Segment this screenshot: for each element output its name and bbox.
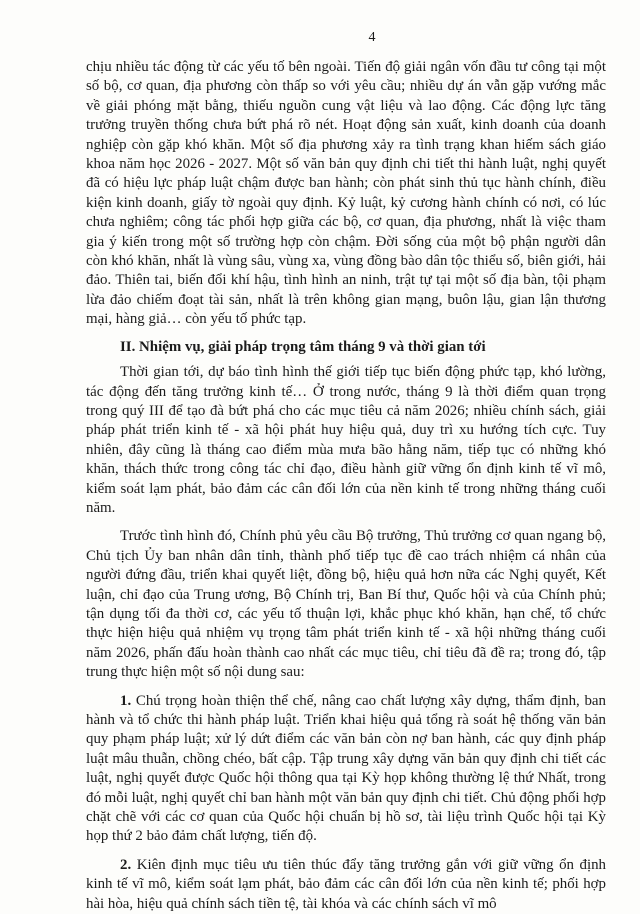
- item-number: 1.: [120, 692, 132, 709]
- item-text: Chú trọng hoàn thiện thể chế, nâng cao chất lượng xây dựng, thẩm định, ban hành và tổ chức thi hành pháp luật. Triển khai hiệu quả tổng rà soát hệ thống văn bản quy phạm pháp luật; xử lý dứt điểm các văn bản còn nợ ban hành, các quy định pháp luật mâu thuẫn, chồng chéo, bất cập. Tập trung xây dựng văn bản quy định chi tiết các luật, nghị quyết được Quốc hội thông qua tại Kỳ họp không thường lệ thứ Nhất, trong đó mỗi luật, nghị quyết chỉ ban hành một văn bản quy định chi tiết. Chủ động phối hợp chặt chẽ với các cơ quan của Quốc hội chuẩn bị hồ sơ, tài liệu trình Quốc hội tại Kỳ họp thứ 2 bảo đảm chất lượng, tiến độ.: [86, 692, 606, 845]
- item-text: Kiên định mục tiêu ưu tiên thúc đẩy tăng trưởng gắn với giữ vững ổn định kinh tế vĩ mô, kiểm soát lạm phát, bảo đảm các cân đối lớn của nền kinh tế; phối hợp hài hòa, hiệu quả chính sách tiền tệ, tài khóa và các chính sách vĩ mô: [86, 856, 606, 912]
- numbered-item: [86, 692, 606, 847]
- item-number: 2.: [120, 856, 132, 873]
- numbered-item: [86, 856, 606, 914]
- section-heading: II. Nhiệm vụ, giải pháp trọng tâm tháng 9 và thời gian tới: [120, 338, 486, 355]
- body-paragraph: Trước tình hình đó, Chính phủ yêu cầu Bộ trưởng, Thủ trưởng cơ quan ngang bộ, Chủ tịch Ủy ban nhân dân tỉnh, thành phố tiếp tục đề cao trách nhiệm cá nhân của người đứng đầu, triển khai quyết liệt, đồng bộ, hiệu quả hơn nữa các Nghị quyết, Kết luận, chỉ đạo của Trung ương, Bộ Chính trị, Ban Bí thư, Quốc hội và của Chính phủ; tận dụng tối đa thời cơ, các yếu tố thuận lợi, khắc phục khó khăn, hạn chế, tổ chức thực hiện hiệu quả nhiệm vụ trọng tâm phát triển kinh tế - xã hội những tháng cuối năm 2026, phấn đấu hoàn thành cao nhất các mục tiêu, chỉ tiêu đã đề ra; trong đó, tập trung thực hiện một số nội dung sau:: [86, 528, 606, 681]
- body-paragraph: Thời gian tới, dự báo tình hình thế giới tiếp tục biến động phức tạp, khó lường, tác động đến tăng trưởng kinh tế… Ở trong nước, tháng 9 là thời điểm quan trọng trong quý III để tạo đà bứt phá cho các mục tiêu cả năm 2026; nhiều chính sách, giải pháp phát triển kinh tế - xã hội phát huy hiệu quả, duy trì xu hướng tích cực. Tuy nhiên, đây cũng là tháng cao điểm mùa mưa bão hằng năm, tiếp tục có những khó khăn, thách thức trong công tác chỉ đạo, điều hành giữ vững ổn định kinh tế vĩ mô, kiểm soát lạm phát, bảo đảm các cân đối lớn của nền kinh tế trong những tháng cuối năm.: [86, 364, 606, 516]
- body-paragraph: chịu nhiều tác động từ các yếu tố bên ngoài. Tiến độ giải ngân vốn đầu tư công tại một số bộ, cơ quan, địa phương còn thấp so với yêu cầu; nhiều dự án vẫn gặp vướng mắc về giải phóng mặt bằng, thiếu nguồn cung vật liệu và lao động. Các động lực tăng trưởng truyền thống chưa bứt phá rõ nét. Hoạt động sản xuất, kinh doanh của doanh nghiệp còn gặp khó khăn. Một số địa phương xảy ra tình trạng khan hiếm sách giáo khoa năm học 2026 - 2027. Một số văn bản quy định chi tiết thi hành luật, nghị quyết đã có hiệu lực pháp luật chậm được ban hành; còn phát sinh thủ tục hành chính, điều kiện kinh doanh, giấy tờ ngoài quy định. Kỷ luật, kỷ cương hành chính có nơi, có lúc chưa nghiêm; công tác phối hợp giữa các bộ, cơ quan, địa phương, nhất là việc tham gia ý kiến trong một số trường hợp còn chậm. Đời sống của một bộ phận người dân còn khó khăn, nhất là vùng sâu, vùng xa, vùng đồng bào dân tộc thiểu số, biên giới, hải đảo. Thiên tai, biến đổi khí hậu, tình hình an ninh, trật tự tại một số địa bàn, tội phạm lừa đảo chiếm đoạt tài sản, nhất là trên không gian mạng, buôn lậu, gian lận thương mại, hàng giả… còn yếu tố phức tạp.: [86, 59, 606, 328]
- page-number: 4: [368, 30, 376, 45]
